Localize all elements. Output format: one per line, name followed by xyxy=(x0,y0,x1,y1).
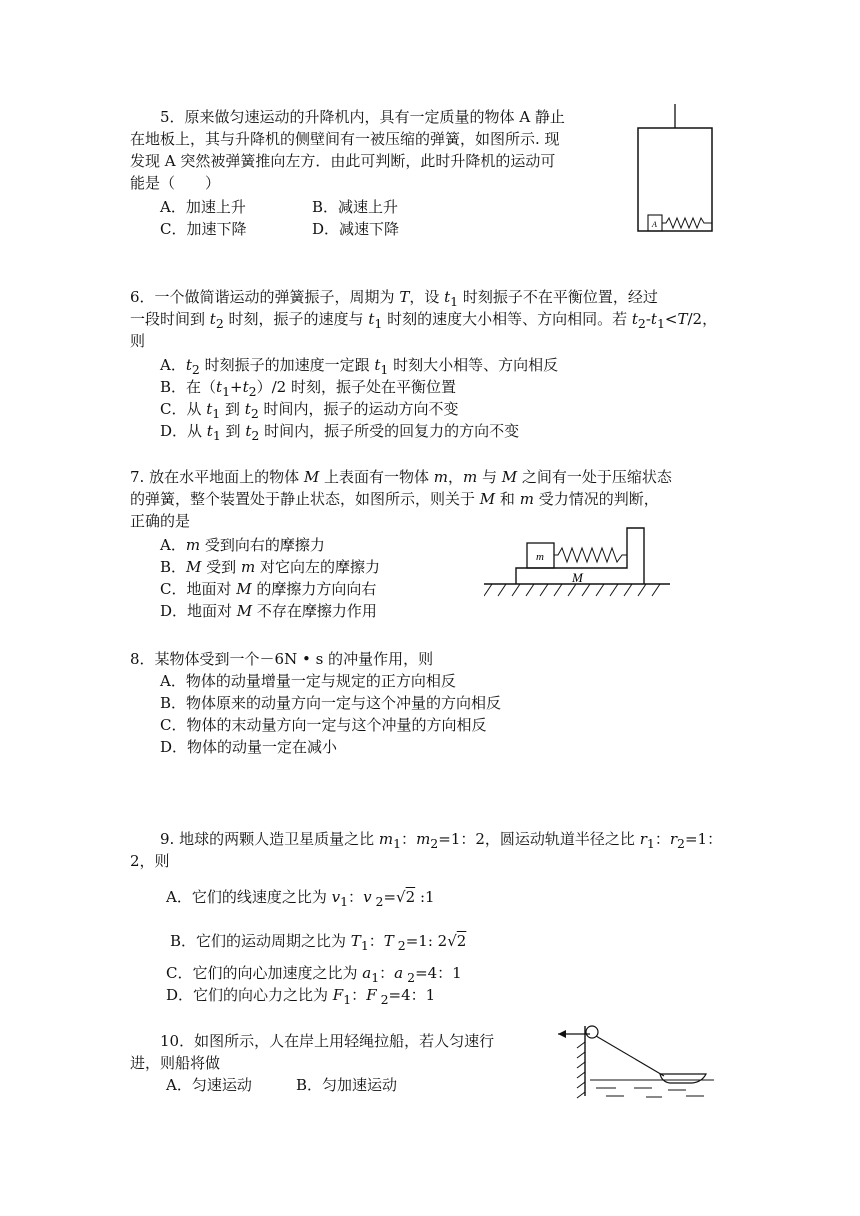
q10-line-2: 进，则船将做 xyxy=(130,1054,221,1072)
q6-line-3: 则 xyxy=(130,332,146,350)
elevator-figure xyxy=(630,104,720,234)
q8-option-c: C．物体的末动量方向一定与这个冲量的方向相反 xyxy=(160,716,487,734)
q10-option-a: A．匀速运动 xyxy=(166,1076,252,1094)
q5-line-3: 发现 A 突然被弹簧推向左方．由此可判断，此时升降机的运动可 xyxy=(130,152,556,170)
q7-option-a: A．m 受到向右的摩擦力 xyxy=(160,536,325,554)
boat-pulley-figure xyxy=(556,1020,716,1102)
q6-option-b: B．在$(t_1+t_2)/2$ 时刻，振子处在平衡位置 xyxy=(160,378,456,399)
q10-line-1: 10．如图所示，人在岸上用轻绳拉船，若人匀速行 xyxy=(160,1032,495,1050)
q8-option-d: D．物体的动量一定在减小 xyxy=(160,738,338,756)
q7-option-c: C．地面对 M 的摩擦力方向向右 xyxy=(160,580,377,598)
q5-option-d: D．减速下降 xyxy=(312,220,400,238)
q7-option-d: D．地面对 M 不存在摩擦力作用 xyxy=(160,602,377,620)
q5-line-1: 5．原来做匀速运动的升降机内，具有一定质量的物体 A 静止 xyxy=(160,108,565,126)
q5-option-c: C．加速下降 xyxy=(160,220,247,238)
q6-line-1: 6．一个做简谐运动的弹簧振子，周期为 T，设 $t_1$ 时刻振子不在平衡位置，经过 xyxy=(130,288,658,309)
q7-option-b: B．M 受到 m 对它向左的摩擦力 xyxy=(160,558,380,576)
q6-option-a: A．$t_2$ 时刻振子的加速度一定跟 $t_1$ 时刻大小相等、方向相反 xyxy=(160,356,559,377)
q9-line-1: 9. 地球的两颗人造卫星质量之比 $m_1$：$m_2=1$：2，圆运动轨道半径之比 $r_1$：$r_2=1$： xyxy=(160,830,723,851)
q8-option-b: B．物体原来的动量方向一定与这个冲量的方向相反 xyxy=(160,694,502,712)
q7-line-2: 的弹簧，整个装置处于静止状态，如图所示，则关于 M 和 m 受力情况的判断， xyxy=(130,490,659,508)
q10-option-b: B．匀加速运动 xyxy=(296,1076,398,1094)
q6-line-2: 一段时间到 $t_2$ 时刻，振子的速度与 $t_1$ 时刻的速度大小相等、方向相同。若 $t_2-t_1<T/2$， xyxy=(130,310,718,331)
block-spring-figure xyxy=(484,512,670,604)
large-block-label: M xyxy=(572,570,583,585)
q5-line-4: 能是（ ） xyxy=(130,174,221,192)
q6-option-d: D．从 $t_1$ 到 $t_2$ 时间内，振子所受的回复力的方向不变 xyxy=(160,422,520,443)
q5-line-2: 在地板上，其与升降机的侧壁间有一被压缩的弹簧，如图所示. 现 xyxy=(130,130,560,148)
block-a-label: A xyxy=(652,220,657,229)
q9-line-2: 2，则 xyxy=(130,852,170,870)
q6-option-c: C．从 $t_1$ 到 $t_2$ 时间内，振子的运动方向不变 xyxy=(160,400,459,421)
q5-option-a: A．加速上升 xyxy=(160,198,246,216)
q9-option-b: B．它们的运动周期之比为 $T_1$：T $_2$=1: 2√2 xyxy=(170,932,467,953)
q9-option-a: A．它们的线速度之比为 $v_1$：v $_2$=√2 :1 xyxy=(166,888,435,909)
q7-line-3: 正确的是 xyxy=(130,512,191,530)
q9-option-d: D．它们的向心力之比为 $F_1$：F $_2$=4：1 xyxy=(166,986,436,1007)
q7-line-1: 7. 放在水平地面上的物体 M 上表面有一物体 m，m 与 M 之间有一处于压缩状态 xyxy=(130,468,672,486)
q5-option-b: B．减速上升 xyxy=(312,198,399,216)
q8-option-a: A．物体的动量增量一定与规定的正方向相反 xyxy=(160,672,456,690)
q9-option-c: C．它们的向心加速度之比为 $a_1$：a $_2$=4：1 xyxy=(166,964,462,985)
q8-line-1: 8．某物体受到一个－6N • s 的冲量作用，则 xyxy=(130,650,434,668)
small-block-label: m xyxy=(536,551,544,563)
